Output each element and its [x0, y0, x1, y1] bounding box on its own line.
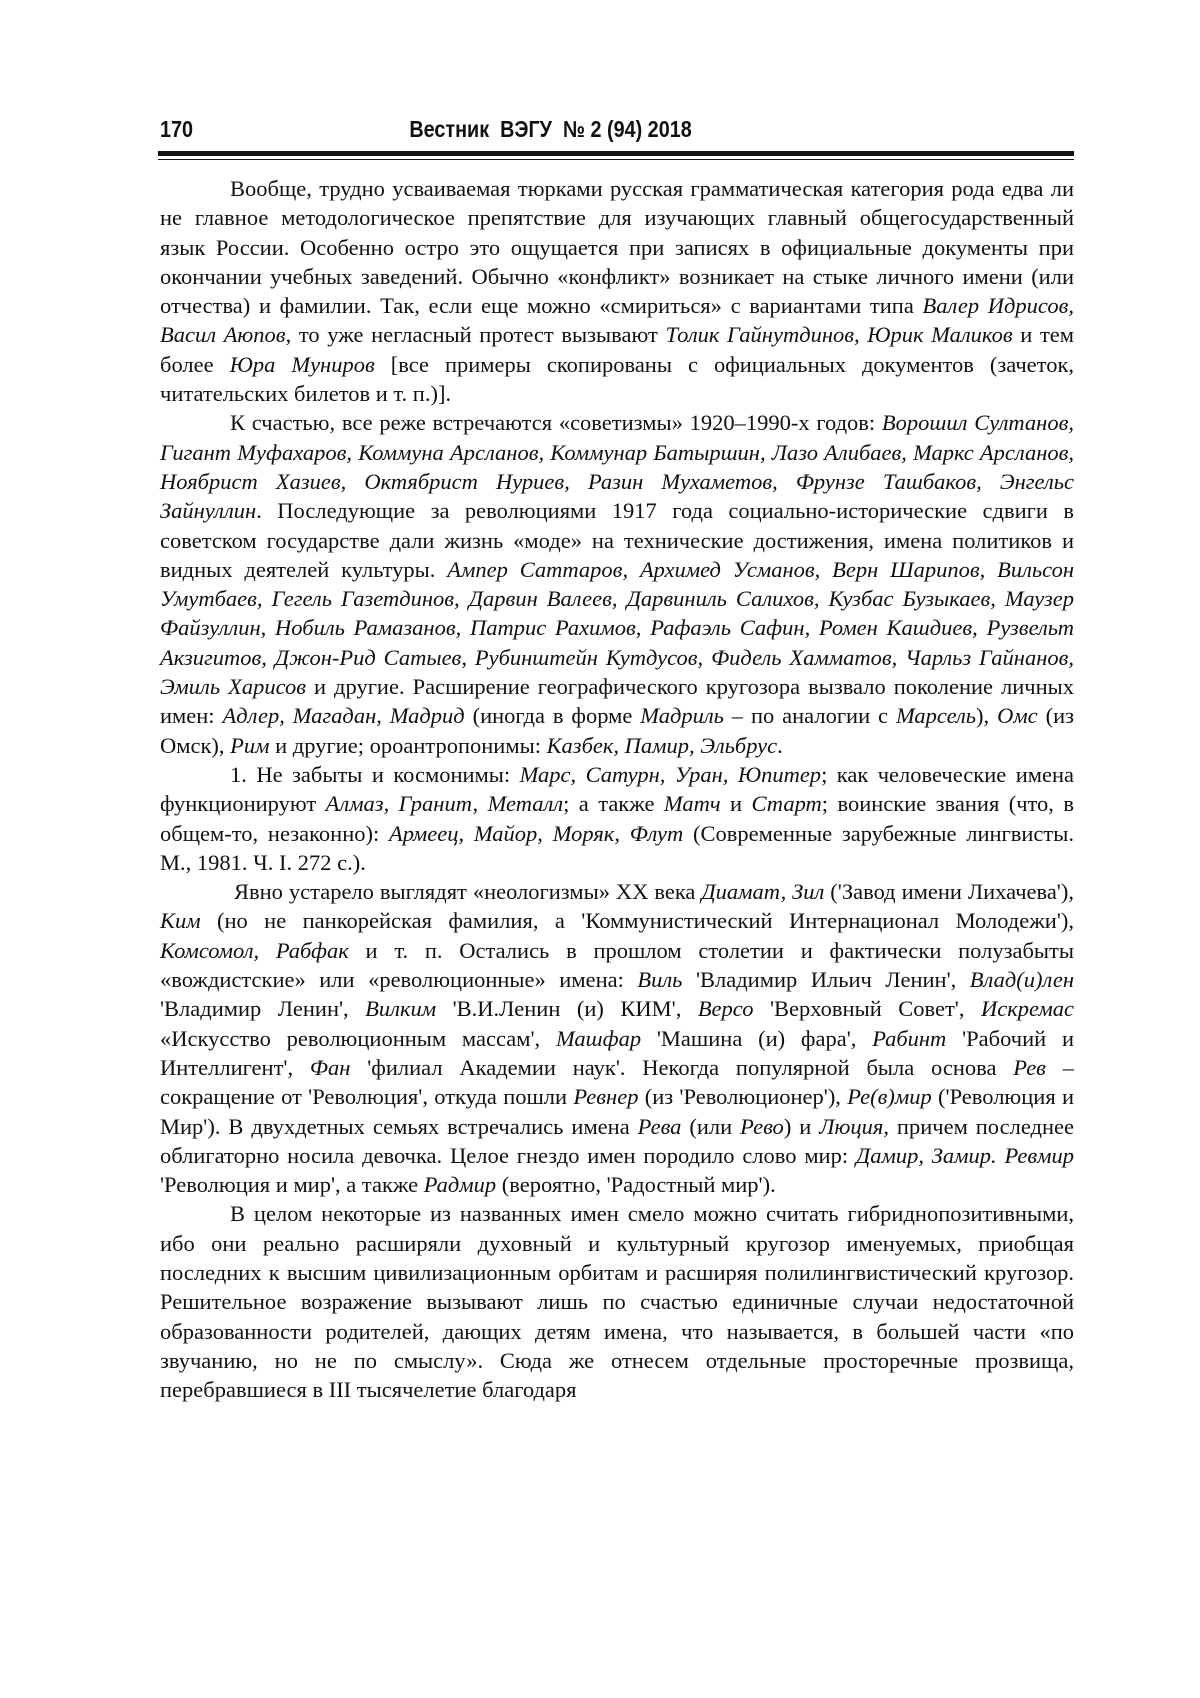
journal-title: Вестник ВЭГУ № 2 (94) 2018	[409, 116, 692, 142]
italic-name-run: Машфар	[555, 1025, 642, 1051]
text-run: (или	[681, 1113, 741, 1139]
header-rule-thin	[158, 159, 1074, 160]
italic-name-run: Дамир, Замир. Ревмир	[855, 1142, 1074, 1168]
italic-name-run: Рабинт	[872, 1025, 947, 1051]
italic-name-run: Казбек, Памир, Эльбрус	[546, 732, 778, 758]
text-run: .	[777, 732, 783, 758]
text-run: 'филиал Академии наук'. Некогда популярной была основа	[350, 1054, 1014, 1080]
text-run: 'Владимир Ильич Ленин',	[682, 967, 970, 993]
text-run: В целом некоторые из названных имен смело можно считать гибриднопозитивными, ибо они реально расширяли духовный и культурный кругозор именуемых, приобщая последних к высшим цивилизационным орбитам и расширяя полилингвистический кругозор. Решительное возражение вызывают лишь по счастью единичные случаи недостаточной образованности родителей, дающих детям имена, что называется, в большей части «по звучанию, но не по смыслу». Сюда же отнесем отдельные просторечные прозвища, перебравшиеся в III тысячелетие благодаря	[160, 1201, 1074, 1403]
italic-name-run: Ре(в)мир	[847, 1084, 932, 1110]
italic-name-run: Рим	[230, 732, 270, 758]
italic-name-run: Армеец, Майор, Моряк, Флут	[389, 820, 684, 846]
italic-name-run: Адлер, Магадан, Мадрид	[222, 703, 465, 729]
italic-name-run: Люция	[819, 1113, 884, 1139]
italic-name-run: Валер Идрисов, Васил Аюпов	[160, 293, 1074, 348]
text-run: , то уже негласный протест вызывают	[285, 322, 666, 348]
italic-name-run: Юра Муниров	[229, 351, 375, 377]
italic-name-run: Комсомол, Рабфак	[160, 937, 349, 963]
paragraph	[160, 408, 1074, 760]
text-run: – по аналогии с	[723, 703, 896, 729]
italic-name-run: Рева	[637, 1113, 682, 1139]
text-run: Вообще, трудно усваиваемая тюрками русская грамматическая категория рода едва ли не главное методологическое препятствие для изучающих главный общегосударственный язык России. Особенно остро это ощущается при записях в официальные документы при окончании учебных заведений. Обычно «конфликт» возникает на стыке личного имени (или отчества) и фамилии. Так, если еще можно «смириться» с вариантами типа	[160, 176, 1074, 319]
paragraph	[160, 877, 1074, 1199]
article-body	[160, 174, 1074, 1404]
italic-name-run: Рев	[1013, 1054, 1046, 1080]
text-run: 'В.И.Ленин (и) КИМ',	[436, 996, 698, 1022]
text-run: ; как человеческие имена функционируют	[160, 761, 1074, 817]
text-run: (из 'Революционер'),	[638, 1084, 848, 1110]
text-run: и	[720, 791, 752, 817]
text-run: (но не панкорейская фамилия, а 'Коммунистический Интернационал Молодежи'),	[200, 908, 1074, 934]
italic-name-run: Матч	[663, 791, 721, 817]
text-run: – сокращение от 'Революция', откуда пошли	[160, 1054, 1075, 1110]
italic-name-run: Марсель	[895, 703, 977, 729]
text-run: , причем последнее облигаторно носила девочка. Целое гнездо имен породило слово мир:	[160, 1113, 1074, 1168]
italic-name-run: Старт	[751, 791, 822, 817]
italic-name-run: Искремас	[980, 996, 1074, 1022]
text-run: 'Верховный Совет',	[753, 996, 981, 1022]
text-run: . Последующие за революциями 1917 года социально-исторические сдвиги в советском государстве дали жизнь «моде» на технические достижения, имена политиков и видных деятелей культуры.	[160, 498, 1074, 582]
paragraph	[160, 1199, 1074, 1404]
italic-name-run: Алмаз, Гранит, Металл	[325, 791, 564, 817]
text-run: ('Завод имени Лихачева'),	[824, 879, 1074, 905]
text-run: ) и	[783, 1113, 820, 1139]
text-run: 1. Не забыты и космонимы:	[230, 761, 520, 787]
page-number: 170	[160, 116, 194, 142]
italic-name-run: Ворошил Султанов, Гигант Муфахаров, Коммуна Арсланов, Коммунар Батыршин, Лазо Алибаев, Маркс Арсланов, Ноябрист Хазиев, Октябрист Нуриев, Разин Мухаметов, Фрунзе Ташбаков, Энгельс Зайнуллин	[160, 410, 1074, 524]
paragraph	[160, 174, 1074, 408]
text-run: (иногда в форме	[464, 703, 641, 729]
text-run: и тем более	[160, 322, 1075, 377]
text-run: 'Рабочий и Интеллигент',	[160, 1025, 1074, 1080]
text-run: [все примеры скопированы с официальных документов (зачеток, читательских билетов и т. п.)].	[160, 351, 1075, 407]
italic-name-run: Толик Гайнутдинов, Юрик Маликов	[665, 322, 1013, 348]
italic-name-run: Ампер Саттаров, Архимед Усманов, Верн Шарипов, Вильсон Умутбаев, Гегель Газетдинов, Дарвин Валеев, Дарвиниль Салихов, Кузбас Бузыкаев, Маузер Файзуллин, Нобиль Рамазанов, Патрис Рахимов, Рафаэль Сафин, Ромен Кашдиев, Рузвельт Акзигитов, Джон-Рид Сатыев, Рубинштейн Кутдусов, Фидель Хамматов, Чарльз Гайнанов, Эмиль Харисов	[160, 556, 1074, 700]
paragraph	[160, 760, 1074, 877]
text-run: 'Владимир Ленин',	[160, 996, 366, 1022]
text-run: Явно устарело выглядят «неологизмы» XX века	[234, 879, 702, 905]
header-rule-thick	[158, 151, 1074, 156]
text-run: (Современные зарубежные лингвисты. М., 1981. Ч. I. 272 с.).	[160, 820, 1074, 875]
italic-name-run: Омс	[997, 703, 1038, 729]
text-run: 'Машина (и) фара',	[641, 1025, 873, 1051]
italic-name-run: Марс, Сатурн, Уран, Юпитер	[519, 761, 822, 787]
italic-name-run: Мадриль	[640, 703, 724, 729]
text-run: и другие; ороантропонимы:	[269, 732, 547, 758]
italic-name-run: Версо	[697, 996, 754, 1022]
italic-name-run: Диамат, Зил	[701, 879, 825, 905]
text-run: (вероятно, 'Радостный мир').	[496, 1172, 776, 1198]
italic-name-run: Фан	[309, 1054, 351, 1080]
text-run: и другие. Расширение географического кругозора вызвало поколение личных имен:	[160, 674, 1075, 729]
text-run: «Искусство революционным массам',	[160, 1025, 556, 1051]
italic-name-run: Вилким	[365, 996, 437, 1022]
text-run: 'Революция и мир', а также	[160, 1172, 424, 1198]
text-run: ),	[976, 703, 998, 729]
text-run: К счастью, все реже встречаются «советизмы» 1920–1990-х годов:	[230, 410, 882, 436]
text-run: ; воинские звания (что, в общем-то, незаконно):	[160, 791, 1074, 846]
italic-name-run: Влад(и)лен	[969, 967, 1074, 993]
text-run: ('Революция и Мир'). В двухдетных семьях встречались имена	[160, 1084, 1074, 1139]
text-run: (из Омск),	[160, 703, 1075, 758]
italic-name-run: Рево	[740, 1113, 784, 1139]
italic-name-run: Ревнер	[573, 1084, 639, 1110]
running-header	[160, 116, 949, 156]
italic-name-run: Виль	[637, 967, 683, 993]
italic-name-run: Ким	[160, 908, 201, 934]
text-run: и т. п. Остались в прошлом столетии и фактически полузабыты «вождистские» или «революционные» имена:	[160, 937, 1074, 993]
text-run: ; а также	[563, 791, 664, 817]
italic-name-run: Радмир	[423, 1172, 497, 1198]
